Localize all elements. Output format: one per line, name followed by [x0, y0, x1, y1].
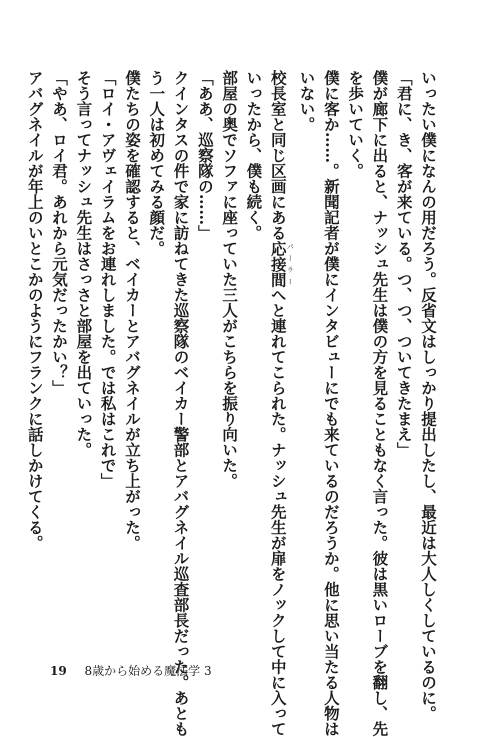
text-line: そう言ってナッシュ先生はさっさと部屋を出ていった。 [74, 70, 94, 458]
text-line: 僕が廊下に出ると、ナッシュ先生は僕の方を見ることもなく言った。彼は黒いローブを翻し、先 [370, 70, 390, 737]
text-line: いない。 [297, 70, 317, 132]
text-line: いったから、僕も続く。 [244, 70, 264, 241]
text-line: 「やあ、ロイ君。あれから元気だったかい？」 [50, 70, 70, 396]
text-line: アバグネイルが年上のいとこかのようにフランクに話しかけてくる。 [25, 70, 45, 551]
text-line: 「ロイ・アヴェイラムをお連れしました。では私はこれで」 [98, 70, 118, 489]
text-line: う一人は初めてみる顔だ。 [147, 70, 167, 256]
page-number: 19 [50, 664, 67, 678]
book-title: 8歳から始める魔法学 3 [84, 664, 212, 678]
ruby-reading: パーラー [286, 240, 295, 287]
text-line: 僕に客か……。新聞記者が僕にインタビューにでも来ているのだろうか。他に思い当たる人物は [321, 70, 341, 737]
text-line: 僕たちの姿を確認すると、ベイカーとアバグネイルが立ち上がった。 [122, 70, 142, 551]
text-line: 「君に、き、客が来ている。つ、つ、ついてきたまえ」 [394, 70, 414, 458]
ruby-annotation: 応接間パーラー [268, 240, 295, 287]
text-line: 部屋の奥でソファに座っていた三人がこちらを振り向いた。 [220, 70, 240, 489]
page-footer [50, 662, 212, 679]
text-line: いったい僕になんの用だろう。反省文はしっかり提出したし、最近は大人しくしているのに。 [419, 70, 438, 721]
text-line: クインタスの件で家に訪ねてきた巡察隊のベイカー警部とアバグネイル巡査部長だった。あとも [171, 70, 191, 737]
text-line-with-ruby: 校長室と同じ区画にある応接間パーラーへと連れてこられた。ナッシュ先生が扉をノックして中に入って [268, 70, 295, 737]
text-line: を歩いていく。 [346, 70, 366, 179]
text-line: 「ああ、巡察隊の……」 [195, 70, 215, 241]
